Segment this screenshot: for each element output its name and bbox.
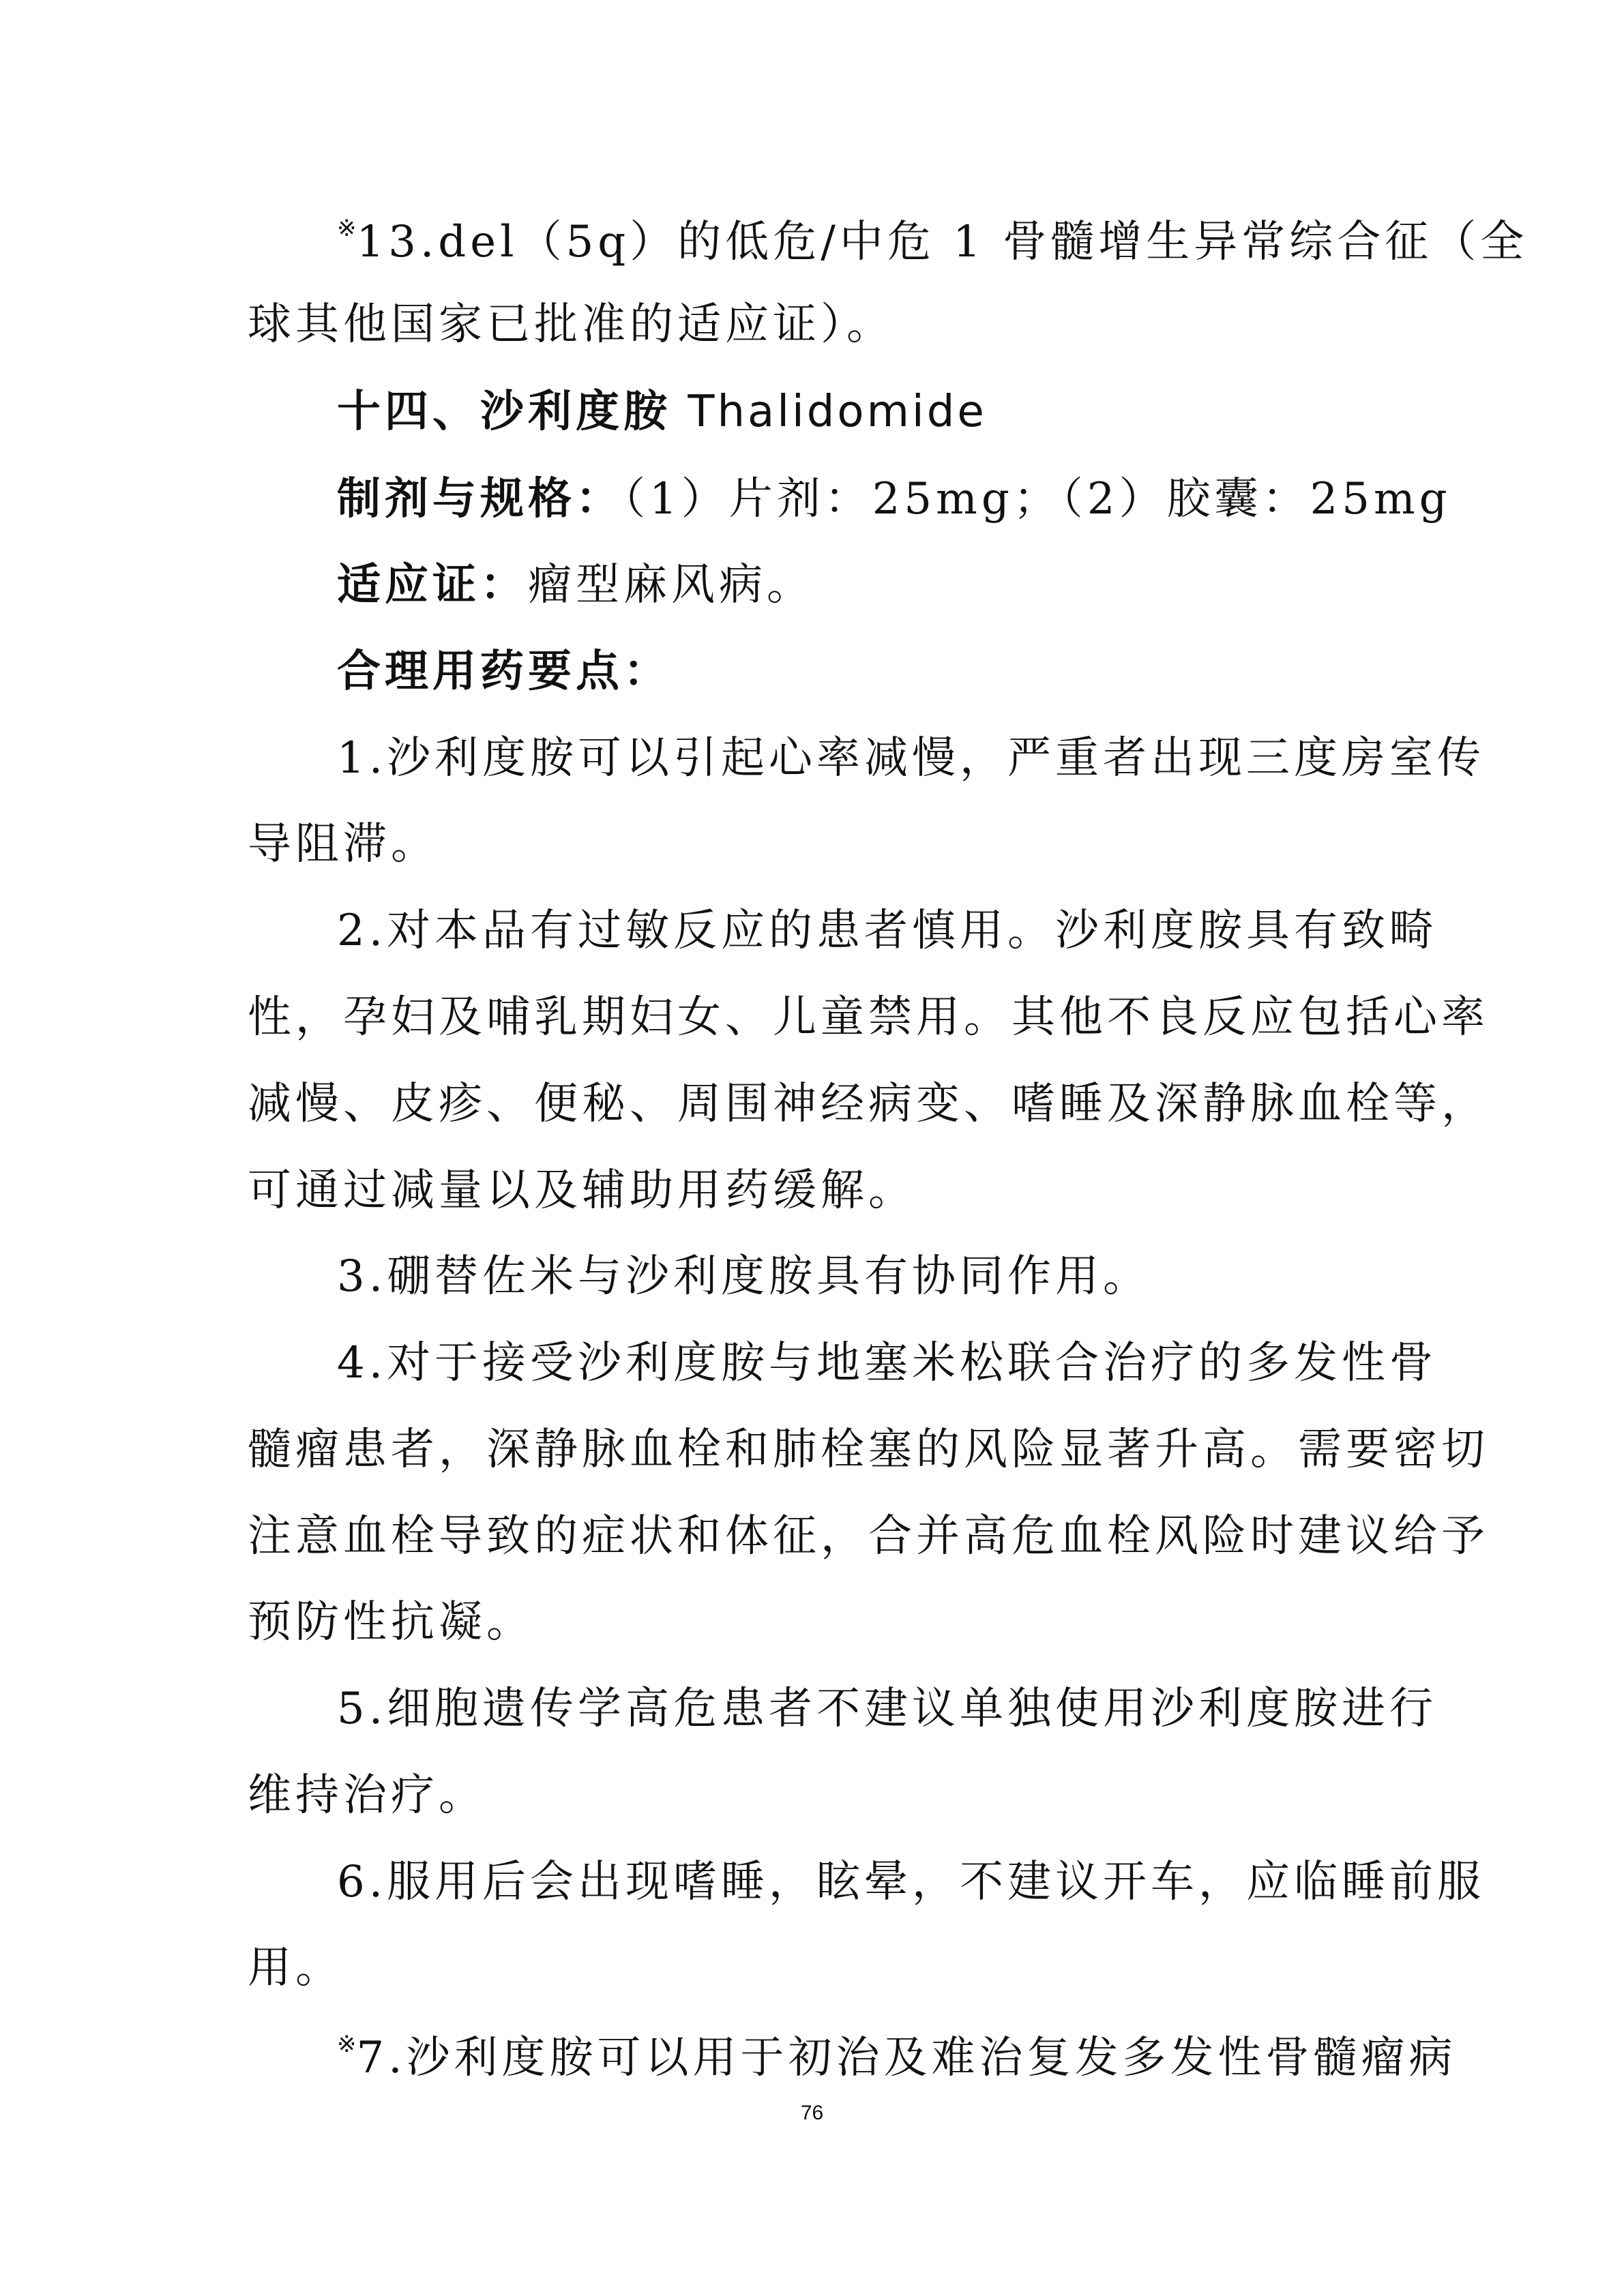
point-3-line-1: 3.硼替佐米与沙利度胺具有协同作用。 bbox=[337, 1251, 1151, 1302]
point-2-line-3: 减慢、皮疹、便秘、周围神经病变、嗜睡及深静脉血栓等， bbox=[248, 1079, 1489, 1129]
point-4-line-4: 预防性抗凝。 bbox=[248, 1597, 534, 1648]
paragraph-13-line-2: 球其他国家已批准的适应证）。 bbox=[248, 299, 894, 350]
formulation-line bbox=[337, 473, 1451, 524]
point-7-line-1 bbox=[337, 2031, 1457, 2083]
page-number: 76 bbox=[800, 2102, 824, 2124]
paragraph-13-text: 13.del（5q）的低危/中危 1 骨髓增生异常综合征（全 bbox=[356, 217, 1529, 267]
section-heading-en: Thalidomide bbox=[671, 387, 987, 437]
formulation-value: （1）片剂：25mg；（2）胶囊：25mg bbox=[623, 474, 1451, 524]
paragraph-13-line-1 bbox=[337, 215, 1529, 267]
point-4-line-2: 髓瘤患者，深静脉血栓和肺栓塞的风险显著升高。需要密切 bbox=[248, 1425, 1489, 1475]
indication-line bbox=[337, 559, 814, 610]
point-4-line-3: 注意血栓导致的症状和体征，合并高危血栓风险时建议给予 bbox=[248, 1511, 1489, 1562]
point-6-line-2: 用。 bbox=[248, 1943, 343, 1993]
point-1-line-1: 1.沙利度胺可以引起心率减慢，严重者出现三度房室传 bbox=[337, 733, 1486, 784]
point-7-text: 7.沙利度胺可以用于初治及难治复发多发性骨髓瘤病 bbox=[356, 2033, 1457, 2083]
point-1-line-2: 导阻滞。 bbox=[248, 819, 439, 869]
point-5-line-1: 5.细胞遗传学高危患者不建议单独使用沙利度胺进行 bbox=[337, 1684, 1438, 1734]
point-5-line-2: 维持治疗。 bbox=[248, 1770, 486, 1821]
reference-mark: ※ bbox=[337, 215, 357, 242]
section-heading-cn: 十四、沙利度胺 bbox=[337, 387, 671, 437]
reference-mark: ※ bbox=[337, 2031, 357, 2058]
point-2-line-2: 性，孕妇及哺乳期妇女、儿童禁用。其他不良反应包括心率 bbox=[248, 992, 1489, 1043]
point-4-line-1: 4.对于接受沙利度胺与地塞米松联合治疗的多发性骨 bbox=[337, 1338, 1438, 1388]
point-2-line-4: 可通过减量以及辅助用药缓解。 bbox=[248, 1165, 916, 1216]
indication-label: 适应证： bbox=[337, 559, 528, 610]
point-2-line-1: 2.对本品有过敏反应的患者慎用。沙利度胺具有致畸 bbox=[337, 906, 1438, 956]
key-points-label: 合理用药要点： bbox=[337, 646, 671, 697]
point-6-line-1: 6.服用后会出现嗜睡，眩晕，不建议开车，应临睡前服 bbox=[337, 1857, 1486, 1907]
section-heading bbox=[337, 387, 987, 437]
indication-value: 瘤型麻风病。 bbox=[528, 560, 814, 610]
formulation-label: 制剂与规格： bbox=[337, 473, 623, 524]
